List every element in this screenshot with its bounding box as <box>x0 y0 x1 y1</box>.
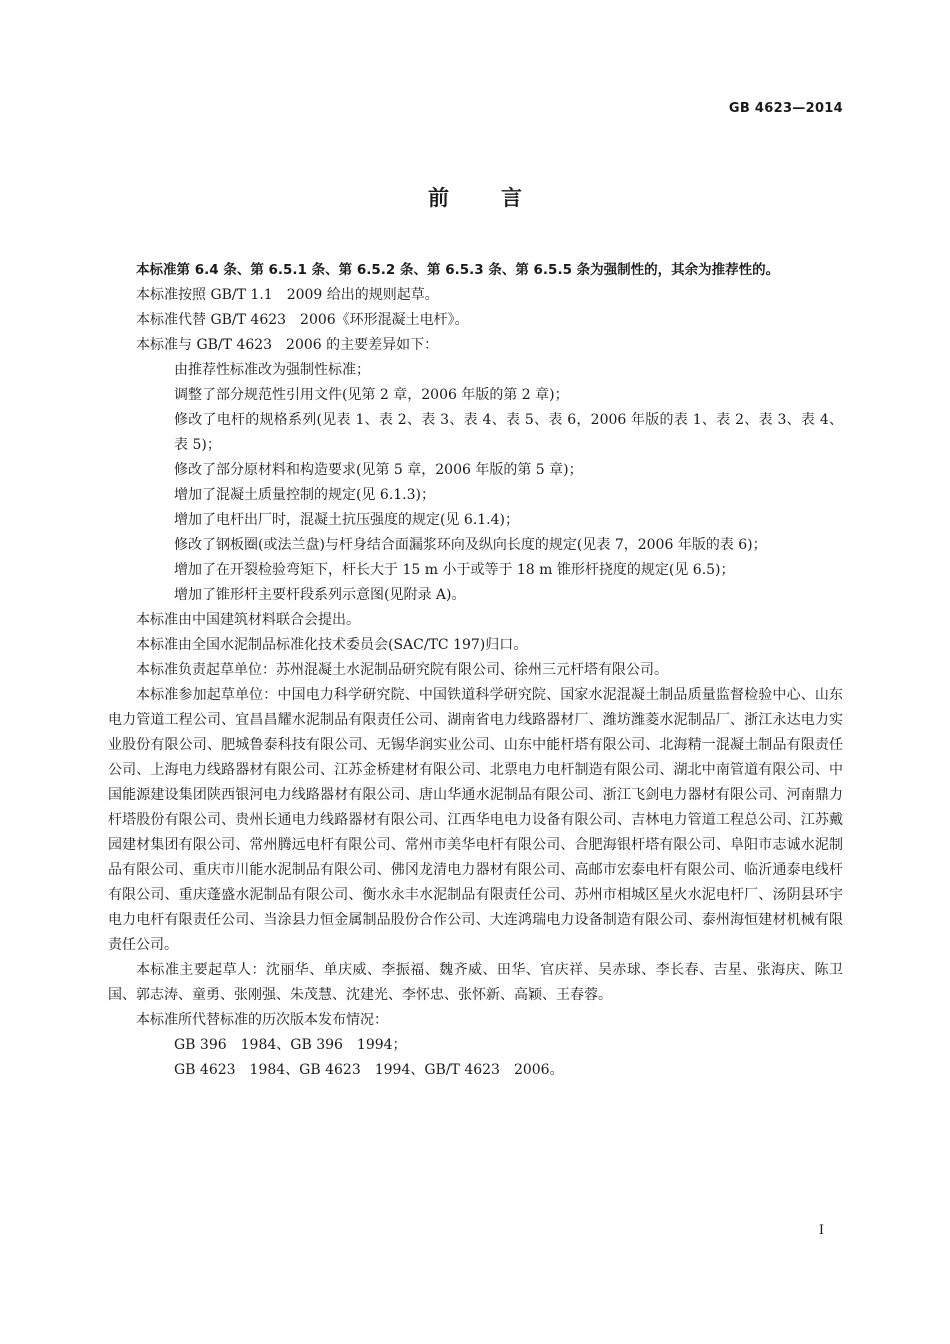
responsible-drafters-paragraph: 本标准负责起草单位：苏州混凝土水泥制品研究院有限公司、徐州三元杆塔有限公司。 <box>136 662 668 678</box>
differences-intro-paragraph: 本标准与 GB/T 4623 2006 的主要差异如下： <box>136 337 439 353</box>
committee-paragraph: 本标准由全国水泥制品标准化技术委员会(SAC/TC 197)归口。 <box>136 637 528 653</box>
difference-item: 增加了混凝土质量控制的规定(见 6.1.3)； <box>174 487 435 503</box>
standard-code: GB 4623—2014 <box>728 101 843 116</box>
history-item: GB 396 1984、GB 396 1994； <box>174 1037 407 1053</box>
difference-item: 由推荐性标准改为强制性标准； <box>174 362 370 378</box>
mandatory-clause-statement: 本标准第 6.4 条、第 6.5.1 条、第 6.5.2 条、第 6.5.3 条、第 6.5.5 条为强制性的，其余为推荐性的。 <box>136 262 780 278</box>
difference-item: 修改了部分原材料和构造要求(见第 5 章，2006 年版的第 5 章)； <box>174 462 583 478</box>
difference-item: 修改了电杆的规格系列(见表 1、表 2、表 3、表 4、表 5、表 6，2006 年版的表 1、表 2、表 3、表 4、表 5)； <box>174 412 843 453</box>
difference-item: 修改了钢板圈(或法兰盘)与杆身结合面漏浆环向及纵向长度的规定(见表 7，2006 年版的表 6)； <box>174 537 767 553</box>
difference-item: 增加了电杆出厂时，混凝土抗压强度的规定(见 6.1.4)； <box>174 512 519 528</box>
replacement-paragraph: 本标准代替 GB/T 4623 2006《环形混凝土电杆》。 <box>136 312 469 328</box>
difference-item: 调整了部分规范性引用文件(见第 2 章，2006 年版的第 2 章)； <box>174 387 569 403</box>
foreword-body <box>108 258 843 1083</box>
page-title: 前言 <box>428 186 574 210</box>
difference-item: 增加了锥形杆主要杆段系列示意图(见附录 A)。 <box>174 587 466 603</box>
proposer-paragraph: 本标准由中国建筑材料联合会提出。 <box>136 612 360 628</box>
drafting-rules-paragraph: 本标准按照 GB/T 1.1 2009 给出的规则起草。 <box>136 287 439 303</box>
history-intro-paragraph: 本标准所代替标准的历次版本发布情况： <box>136 1012 388 1028</box>
history-item: GB 4623 1984、GB 4623 1994、GB/T 4623 2006。 <box>174 1062 564 1078</box>
main-drafters-paragraph: 本标准主要起草人：沈丽华、单庆威、李振福、魏齐威、田华、官庆祥、吴赤球、李长春、吉星、张海庆、陈卫国、郭志涛、童勇、张刚强、朱茂慧、沈建光、李怀忠、张怀新、高颖、王春蓉。 <box>108 962 843 1003</box>
page-number: I <box>818 1223 824 1238</box>
participating-units-paragraph: 本标准参加起草单位：中国电力科学研究院、中国铁道科学研究院、国家水泥混凝土制品质量监督检验中心、山东电力管道工程公司、宜昌昌耀水泥制品有限责任公司、湖南省电力线路器材厂、潍坊潍菱水泥制品厂、浙江永达电力实业股份有限公司、肥城鲁泰科技有限公司、无锡华润实业公司、山东中能杆塔有限公司、北海精一混凝土制品有限责任公司、上海电力线路器材有限公司、江苏金桥建材有限公司、北票电力电杆制造有限公司、湖北中南管道有限公司、中国能源建设集团陕西银河电力线路器材有限公司、唐山华通水泥制品有限公司、浙江飞剑电力器材有限公司、河南鼎力杆塔股份有限公司、贵州长通电力线路器材有限公司、江西华电电力设备有限公司、吉林电力管道工程总公司、江苏戴园建材集团有限公司、常州腾远电杆有限公司、常州市美华电杆有限公司、合肥海银杆塔有限公司、阜阳市志诚水泥制品有限公司、重庆市川能水泥制品有限公司、佛冈龙清电力器材有限公司、高邮市宏泰电杆有限公司、临沂通泰电线杆有限公司、重庆蓬盛水泥制品有限公司、衡水永丰水泥制品有限责任公司、苏州市相城区星火水泥电杆厂、汤阴县环宇电力电杆有限责任公司、当涂县力恒金属制品股份合作公司、大连鸿瑞电力设备制造有限公司、泰州海恒建材机械有限责任公司。 <box>108 687 843 953</box>
difference-item: 增加了在开裂检验弯矩下，杆长大于 15 m 小于或等于 18 m 锥形杆挠度的规定(见 6.5)； <box>174 562 735 578</box>
